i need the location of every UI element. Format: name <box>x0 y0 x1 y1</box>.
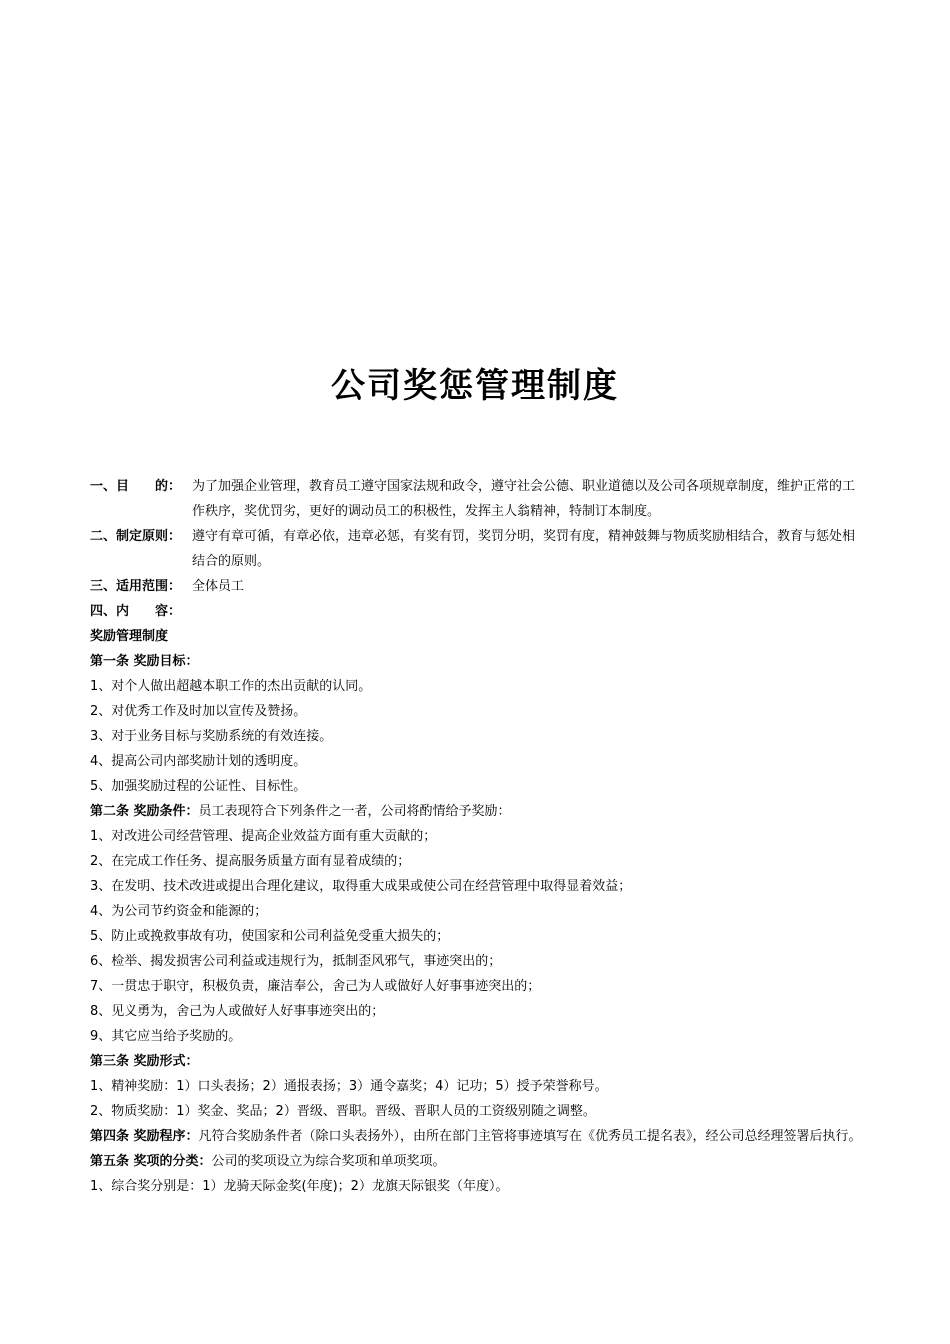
section-purpose-text: 为了加强企业管理，教育员工遵守国家法规和政令，遵守社会公德、职业道德以及公司各项规章制度，维护正常的工作秩序，奖优罚劣，更好的调动员工的积极性，发挥主人翁精神，特制订本制度。 <box>192 479 856 519</box>
section-content <box>90 599 862 624</box>
article5-text: 公司的奖项设立为综合奖项和单项奖项。 <box>211 1154 446 1169</box>
section-principle-text: 遵守有章可循，有章必依，违章必惩，有奖有罚，奖罚分明，奖罚有度，精神鼓舞与物质奖励相结合，教育与惩处相结合的原则。 <box>192 529 856 569</box>
document-title: 公司奖惩管理制度 <box>331 366 619 406</box>
list-item: 3、在发明、技术改进或提出合理化建议，取得重大成果或使公司在经营管理中取得显着效益； <box>90 879 632 894</box>
list-item: 1、精神奖励：1）口头表扬；2）通报表扬；3）通令嘉奖；4）记功；5）授予荣誉称号。 <box>90 1079 608 1094</box>
list-item: 7、一贯忠于职守，积极负责，廉洁奉公，舍己为人或做好人好事事迹突出的； <box>90 979 541 994</box>
section-purpose <box>90 474 862 524</box>
list-item: 2、在完成工作任务、提高服务质量方面有显着成绩的； <box>90 854 411 869</box>
list-item: 6、检举、揭发损害公司利益或违规行为，抵制歪风邪气，事迹突出的； <box>90 954 502 969</box>
section-scope-text: 全体员工 <box>192 579 245 594</box>
section-scope-head: 三、适用范围： <box>90 579 182 594</box>
section-content-head: 四、内 容： <box>90 604 182 619</box>
list-item: 2、对优秀工作及时加以宣传及赞扬。 <box>90 704 307 719</box>
list-item: 5、加强奖励过程的公证性、目标性。 <box>90 779 307 794</box>
list-item: 1、对改进公司经营管理、提高企业效益方面有重大贡献的； <box>90 829 437 844</box>
section-purpose-head: 一、目 的： <box>90 479 182 494</box>
list-item: 5、防止或挽救事故有功，使国家和公司利益免受重大损失的； <box>90 929 450 944</box>
list-item: 8、见义勇为，舍己为人或做好人好事事迹突出的； <box>90 1004 385 1019</box>
article5-line <box>90 1149 862 1174</box>
article2-head: 第二条 奖励条件： <box>90 804 199 819</box>
article5-head: 第五条 奖项的分类： <box>90 1154 212 1169</box>
list-item: 4、提高公司内部奖励计划的透明度。 <box>90 754 307 769</box>
section-scope <box>90 574 862 599</box>
article3-head: 第三条 奖励形式： <box>90 1054 199 1069</box>
article4-paragraph <box>90 1124 862 1149</box>
section-principle-head: 二、制定原则： <box>90 529 182 544</box>
list-item: 4、为公司节约资金和能源的； <box>90 904 268 919</box>
document-body <box>90 474 862 1199</box>
section-principle <box>90 524 862 574</box>
article1-head: 第一条 奖励目标： <box>90 654 199 669</box>
article2-line <box>90 799 862 824</box>
article4-head: 第四条 奖励程序： <box>90 1129 199 1144</box>
reward-title: 奖励管理制度 <box>90 629 169 644</box>
article2-text: 员工表现符合下列条件之一者，公司将酌情给予奖励： <box>198 804 511 819</box>
list-item: 1、综合奖分别是：1）龙骑天际金奖(年度)；2）龙旗天际银奖（年度）。 <box>90 1179 509 1194</box>
list-item: 9、其它应当给予奖励的。 <box>90 1029 242 1044</box>
list-item: 1、对个人做出超越本职工作的杰出贡献的认同。 <box>90 679 372 694</box>
article4-text: 凡符合奖励条件者（除口头表扬外），由所在部门主管将事迹填写在《优秀员工提名表》，经公司总经理签署后执行。 <box>198 1129 862 1144</box>
list-item: 3、对于业务目标与奖励系统的有效连接。 <box>90 729 333 744</box>
list-item: 2、物质奖励：1）奖金、奖品；2）晋级、晋职。晋级、晋职人员的工资级别随之调整。 <box>90 1104 596 1119</box>
